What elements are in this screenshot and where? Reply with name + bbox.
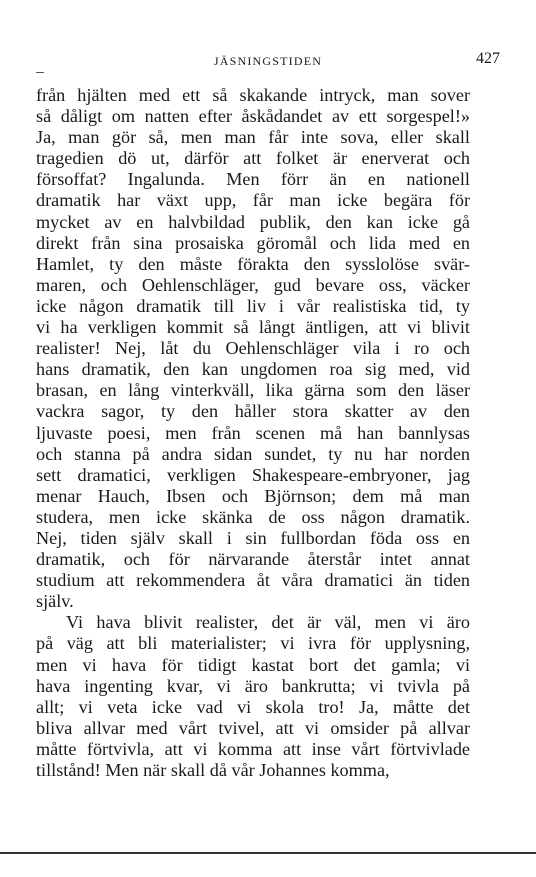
body-text <box>36 85 470 781</box>
text-line: försoffat? Ingalunda. Men förr än en nationell <box>36 169 470 190</box>
text-line: ljuvaste poesi, men från scenen må han bannlysas <box>36 422 470 443</box>
text-line: Hamlet, ty den måste förakta den sysslolöse svär- <box>36 253 470 274</box>
text-line: från hjälten med ett så skakande intryck, man sover <box>36 85 470 105</box>
text-line: hans dramatik, den kan ungdomen roa sig med, vid <box>36 359 470 380</box>
paragraph <box>36 85 470 612</box>
text-line: allt; vi veta icke vad vi skola tro! Ja, måtte det <box>36 696 470 717</box>
text-line: själv. <box>36 591 74 612</box>
text-line: på väg att bli materialister; vi ivra för upplysning, <box>36 633 470 654</box>
text-line: icke någon dramatik till liv i vår realistiska tid, ty <box>36 295 470 316</box>
text-line: men vi hava för tidigt kastat bort det gamla; vi <box>36 654 470 675</box>
text-line: Nej, tiden själv skall i sin fullbordan föda oss en <box>36 527 470 548</box>
text-line: bliva allvar med vårt tvivel, att vi omsider på allvar <box>36 717 470 738</box>
text-line: sett dramatici, verkligen Shakespeare-embryoner, jag <box>36 464 470 485</box>
text-line: vi ha verkligen kommit så långt äntligen, att vi blivit <box>36 317 470 338</box>
text-line: brasan, en lång vinterkväll, lika gärna som den läser <box>36 380 470 401</box>
text-line: realister! Nej, låt du Oehlenschläger vila i ro och <box>36 338 470 359</box>
text-line: hava ingenting kvar, vi äro bankrutta; vi tvivla på <box>36 675 470 696</box>
text-line: Ja, man gör så, men man får inte sova, eller skall <box>36 127 470 148</box>
text-line: måtte förtvivla, att vi komma att inse vårt förtvivlade <box>36 738 470 759</box>
print-mark <box>36 72 44 73</box>
text-line: tillstånd! Men när skall då vår Johannes komma, <box>36 760 390 780</box>
text-line: och stanna på andra sidan sundet, ty nu har norden <box>36 443 470 464</box>
page-edge-line <box>0 852 536 854</box>
text-line: menar Hauch, Ibsen och Björnson; dem må man <box>36 485 470 506</box>
running-title: JÄSNINGSTIDEN <box>213 54 323 68</box>
text-line: tragedien dö ut, därför att folket är enerverat och <box>36 148 470 169</box>
text-line: dramatik, och för närvarande återstår intet annat <box>36 549 470 570</box>
text-line: Vi hava blivit realister, det är väl, men vi äro <box>66 612 470 633</box>
text-line: mycket av en halvbildad publik, den kan icke gå <box>36 211 470 232</box>
page-header <box>36 50 500 70</box>
text-line: maren, och Oehlenschläger, gud bevare oss, väcker <box>36 274 470 295</box>
text-line: så dåligt om natten efter åskådandet av ett sorgespel!» <box>36 106 470 127</box>
text-line: direkt från sina prosaiska göromål och lida med en <box>36 232 470 253</box>
page-number: 427 <box>476 50 500 67</box>
paragraph <box>36 612 470 781</box>
text-line: studera, men icke skänka de oss någon dramatik. <box>36 506 470 527</box>
text-line: vackra sagor, ty den håller stora skatter av den <box>36 401 470 422</box>
text-line: studium att rekommendera åt våra dramatici än tiden <box>36 570 470 591</box>
text-line: dramatik har växt upp, får man icke begära för <box>36 190 470 211</box>
